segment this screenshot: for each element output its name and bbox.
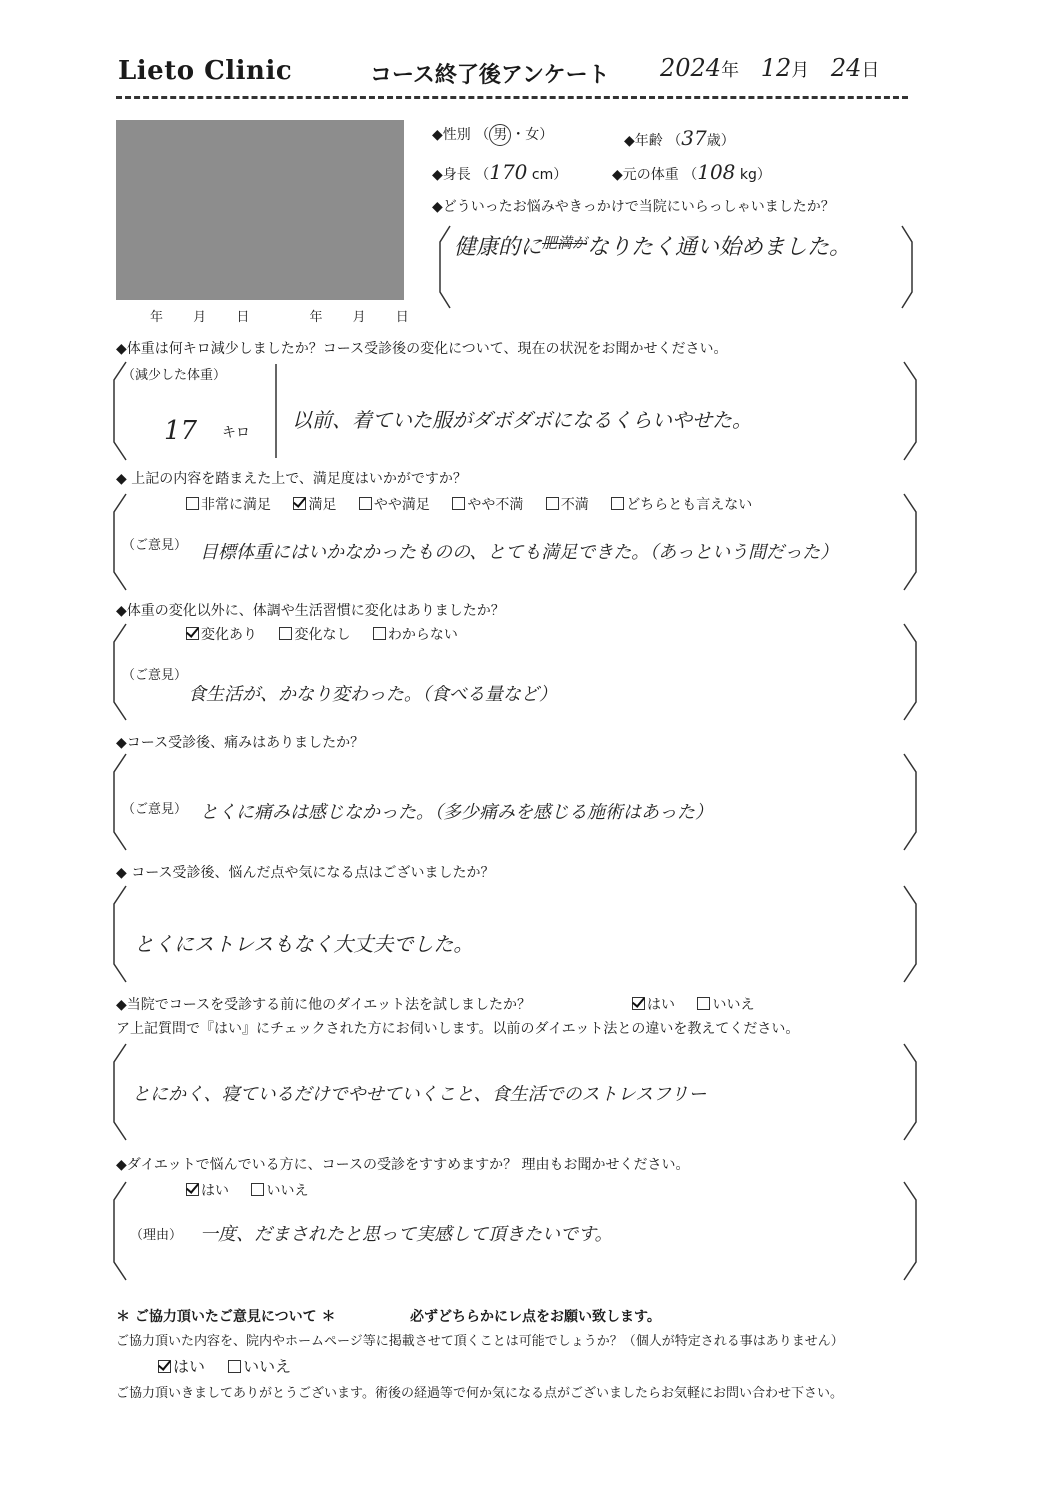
lifestyle-opinion-label: （ご意見） bbox=[122, 668, 188, 683]
photo-date-label: 日 bbox=[236, 310, 250, 325]
pain-opinion-label: （ご意見） bbox=[122, 802, 188, 817]
concern-question: ◆ コース受診後、悩んだ点や気になる点はございましたか？ bbox=[116, 865, 495, 881]
satisfaction-option-label: やや不満 bbox=[467, 497, 524, 513]
reason-answer-rest: なりたく通い始めました。 bbox=[587, 235, 852, 260]
footer-options bbox=[158, 1354, 291, 1377]
lifestyle-brackets bbox=[110, 620, 920, 724]
satisfaction-option-label: 不満 bbox=[560, 497, 589, 513]
before-after-photo bbox=[116, 120, 404, 300]
footer-heading-right: 必ずどちらかにレ点をお願い致します。 bbox=[410, 1309, 661, 1325]
date-day-unit: 日 bbox=[861, 60, 880, 81]
height-label: ◆身長 bbox=[432, 167, 471, 183]
age-label: ◆年齢 bbox=[624, 133, 663, 149]
weight-sub-label: （減少した体重） bbox=[122, 368, 227, 383]
satisfaction-option-label: 満足 bbox=[308, 497, 337, 513]
other-diet-followup: ア上記質問で『はい』にチェックされた方にお伺いします。以前のダイエット法との違いを教えてください。 bbox=[116, 1021, 800, 1037]
recommend-yes-label: はい bbox=[201, 1183, 229, 1199]
date-month: 12 bbox=[760, 54, 792, 82]
other-diet-no-checkbox[interactable] bbox=[697, 997, 710, 1010]
date-month-unit: 月 bbox=[791, 60, 810, 81]
other-diet-options bbox=[632, 994, 754, 1014]
other-diet-answer: とにかく、寝ているだけでやせていくこと、食生活でのストレスフリー bbox=[132, 1084, 707, 1105]
footer-heading: ＊ ご協力頂いたご意見について ＊ bbox=[116, 1309, 336, 1325]
lifestyle-option-label: 変化なし bbox=[294, 627, 351, 643]
height-row: ◆身長 （170 cm） bbox=[432, 160, 568, 184]
pain-question: ◆コース受診後、痛みはありましたか？ bbox=[116, 735, 365, 751]
survey-date bbox=[660, 54, 879, 82]
weight-comment: 以前、着ていた服がダボダボになるくらいやせた。 bbox=[292, 408, 752, 432]
lifestyle-opinion: 食生活が、かなり変わった。（食べる量など） bbox=[188, 684, 557, 705]
lifestyle-option-label: 変化あり bbox=[201, 627, 257, 643]
gender-row: ◆性別 （ 男 ・女） bbox=[432, 124, 553, 146]
lifestyle-option-label: わからない bbox=[387, 627, 458, 643]
date-year: 2024 bbox=[660, 54, 722, 82]
clinic-brand: Lieto Clinic bbox=[118, 56, 293, 86]
gender-separator: ・ bbox=[511, 127, 526, 143]
reason-answer-part: 健康的に bbox=[454, 235, 543, 260]
weight-label: ◆元の体重 bbox=[612, 167, 679, 183]
other-diet-no-label: いいえ bbox=[712, 997, 755, 1013]
pain-opinion: とくに痛みは感じなかった。（多少痛みを感じる施術はあった） bbox=[200, 802, 713, 823]
footer-no-checkbox[interactable] bbox=[228, 1360, 241, 1373]
footer-no-label: いいえ bbox=[243, 1357, 292, 1376]
photo-date-label: 日 bbox=[395, 310, 409, 325]
footer-yes-checkbox[interactable] bbox=[158, 1360, 171, 1373]
gender-female: 女 bbox=[525, 127, 540, 143]
recommend-reason: 一度、だまされたと思って実感して頂きたいです。 bbox=[200, 1224, 613, 1245]
reason-answer bbox=[454, 230, 851, 261]
recommend-no-label: いいえ bbox=[266, 1183, 309, 1199]
photo-date-label: 月 bbox=[352, 310, 366, 325]
survey-title: コース終了後アンケート bbox=[370, 63, 610, 88]
footer-thanks: ご協力頂いきましてありがとうございます。術後の経過等で何か気になる点がございましたらお気軽にお問い合わせ下さい。 bbox=[116, 1386, 843, 1401]
satisfaction-opinion-label: （ご意見） bbox=[122, 538, 188, 553]
satisfaction-question: ◆ 上記の内容を踏まえた上で、満足度はいかがですか？ bbox=[116, 471, 467, 487]
photo-date-label: 年 bbox=[150, 310, 164, 325]
concern-opinion: とくにストレスもなく大丈夫でした。 bbox=[134, 932, 474, 956]
satisfaction-option-label: 非常に満足 bbox=[201, 497, 271, 513]
weight-loss-unit: キロ bbox=[222, 425, 250, 441]
weight-question: ◆体重は何キロ減少しましたか？コース受診後の変化について、現在の状況をお聞かせください。 bbox=[116, 341, 728, 357]
photo-date-label: 月 bbox=[193, 310, 207, 325]
footer-question: ご協力頂いた内容を、院内やホームページ等に掲載させて頂くことは可能でしょうか？（個人が特定される事はありません） bbox=[116, 1334, 844, 1349]
height-value: 170 bbox=[489, 160, 528, 184]
weight-row: ◆元の体重 （108 kg） bbox=[612, 160, 771, 184]
photo-date-labels bbox=[150, 306, 409, 325]
gender-male-circled: 男 bbox=[489, 124, 511, 146]
age-unit: 歳 bbox=[706, 133, 721, 149]
reason-question: ◆どういったお悩みやきっかけで当院にいらっしゃいましたか？ bbox=[432, 199, 835, 215]
satisfaction-option-label: どちらとも言えない bbox=[626, 497, 753, 513]
age-value: 37 bbox=[681, 126, 707, 150]
lifestyle-question: ◆体重の変化以外に、体調や生活習慣に変化はありましたか？ bbox=[116, 603, 505, 619]
other-diet-yes-label: はい bbox=[647, 997, 675, 1013]
recommend-question: ◆ダイエットで悩んでいる方に、コースの受診をすすめますか？ 理由もお聞かせください。 bbox=[116, 1157, 690, 1173]
satisfaction-option-label: やや満足 bbox=[373, 497, 430, 513]
age-row: ◆年齢 （37歳） bbox=[624, 126, 735, 150]
weight-unit: kg bbox=[739, 167, 757, 183]
footer-no bbox=[228, 1357, 291, 1376]
date-day: 24 bbox=[830, 54, 862, 82]
other-diet-yes bbox=[632, 997, 675, 1013]
reason-struck-text: 肥満が bbox=[542, 234, 588, 252]
footer-yes bbox=[158, 1357, 205, 1376]
other-diet-yes-checkbox[interactable] bbox=[632, 997, 645, 1010]
height-unit: cm bbox=[531, 167, 554, 183]
weight-loss-amount: 17 bbox=[164, 416, 198, 446]
photo-date-label: 年 bbox=[309, 310, 323, 325]
satisfaction-opinion: 目標体重にはいかなかったものの、とても満足できた。（あっという間だった） bbox=[200, 542, 839, 563]
gender-label: ◆性別 bbox=[432, 127, 471, 143]
other-diet-question: ◆当院でコースを受診する前に他のダイエット法を試しましたか？ bbox=[116, 997, 531, 1013]
recommend-reason-label: （理由） bbox=[130, 1228, 183, 1243]
weight-value: 108 bbox=[697, 160, 736, 184]
footer-yes-label: はい bbox=[173, 1357, 206, 1376]
header-divider bbox=[116, 96, 908, 99]
date-year-unit: 年 bbox=[721, 60, 740, 81]
other-diet-no bbox=[697, 997, 754, 1013]
